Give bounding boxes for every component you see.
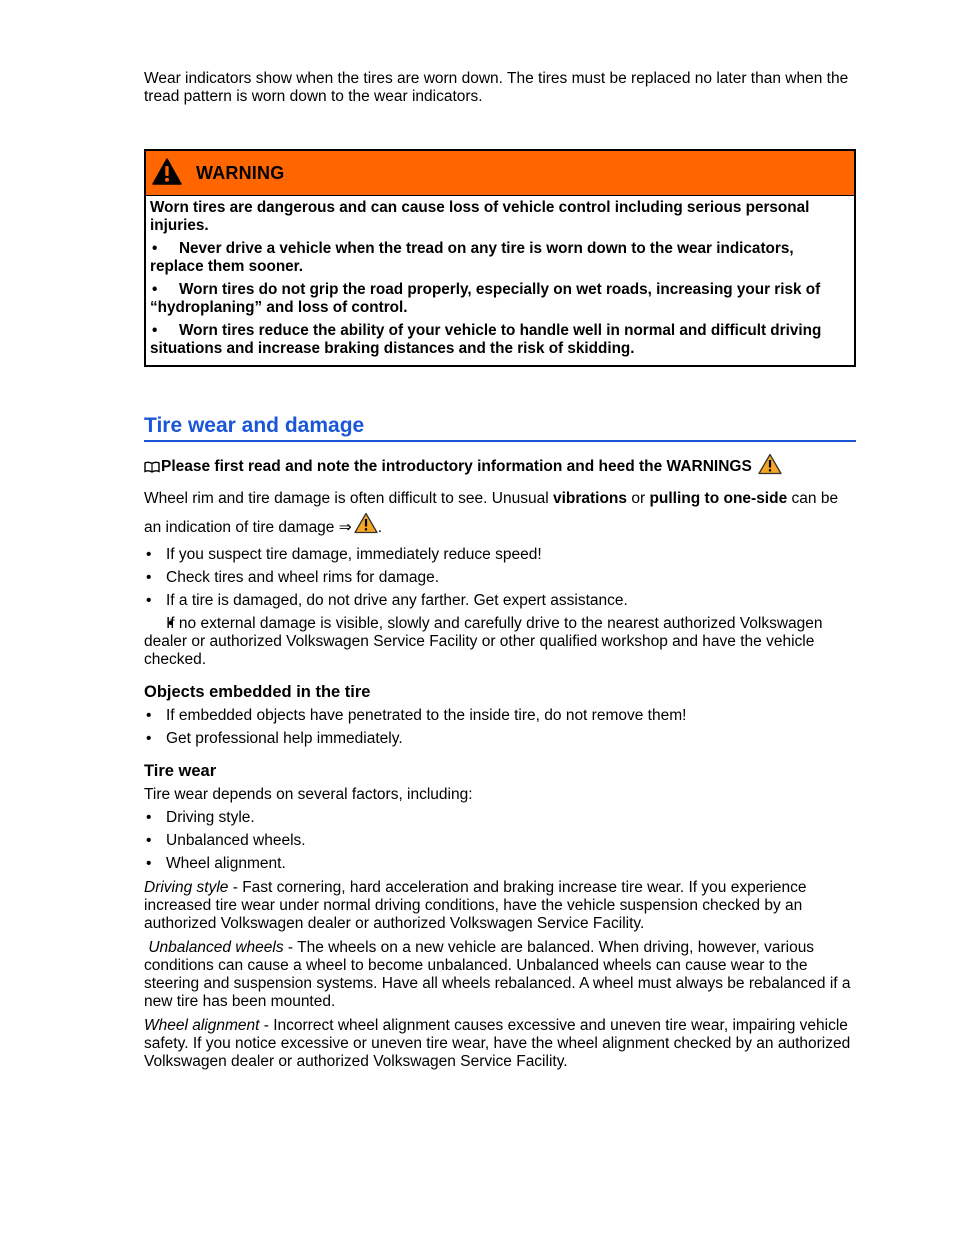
- damage-paragraph: Wheel rim and tire damage is often difficult to see. Unusual vibrations or pulling to one-side can be an indication of tire damage ⇒ .: [144, 490, 839, 536]
- manual-page: [144, 70, 856, 1071]
- warning-body: [146, 196, 854, 365]
- open-book-icon: [144, 461, 160, 473]
- list-item: • Wheel alignment.: [144, 855, 856, 873]
- warning-item: [150, 281, 848, 317]
- list-item: • Get professional help immediately.: [144, 730, 856, 748]
- bullet: •: [152, 240, 158, 257]
- vibrations-term: vibrations: [552, 490, 628, 507]
- section-title: Tire wear and damage: [144, 417, 856, 442]
- list-item: • If embedded objects have penetrated to the inside tire, do not remove them!: [144, 707, 856, 725]
- warning-triangle-small-icon[interactable]: [354, 512, 378, 534]
- list-item: • If no external damage is visible, slowly and carefully drive to the nearest authorized Volkswagen dealer or authorized Volkswagen Service Facility or other qualified workshop and have the vehicle checked.: [144, 615, 856, 669]
- driving-style-paragraph: Driving style - Fast cornering, hard acceleration and braking increase tire wear. If you experience increased tire wear under normal driving conditions, have the vehicle suspension checked by an authorized Volkswagen dealer or authorized Volkswagen Service Facility.: [144, 879, 807, 932]
- alignment-label: Wheel alignment: [144, 1017, 260, 1034]
- warning-item: [150, 322, 848, 358]
- unbalanced-paragraph: Unbalanced wheels - The wheels on a new vehicle are balanced. When driving, however, various conditions can cause a wheel to become unbalanced. Unbalanced wheels can cause wear to the steering and suspension systems. Have all wheels rebalanced. A wheel must always be rebalanced if a new tire has been mounted.: [144, 939, 851, 1010]
- warning-triangle-small-icon[interactable]: [758, 453, 782, 475]
- unbalanced-label: Unbalanced wheels: [148, 939, 284, 956]
- note-text: Please first read and note the introductory information and heed the WARNINGS: [161, 458, 752, 475]
- warning-item: [150, 240, 848, 276]
- bullet: •: [152, 281, 158, 298]
- list-item: • If a tire is damaged, do not drive any farther. Get expert assistance.: [144, 592, 856, 610]
- warning-header: [146, 151, 854, 196]
- list-item: • Unbalanced wheels.: [144, 832, 856, 850]
- objects-heading: Objects embedded in the tire: [144, 683, 371, 701]
- alignment-paragraph: Wheel alignment - Incorrect wheel alignment causes excessive and uneven tire wear, impairing vehicle safety. If you notice excessive or uneven tire wear, have the wheel alignment checked by an authorized Volkswagen dealer or authorized Volkswagen Service Facility.: [144, 1017, 851, 1070]
- note-line: [144, 454, 856, 480]
- pulling-term: pulling to one-side: [649, 490, 788, 507]
- objects-list: [144, 707, 856, 748]
- warning-lead: Worn tires are dangerous and can cause loss of vehicle control including serious personal injuries.: [150, 199, 810, 234]
- tire-wear-lead: Tire wear depends on several factors, including:: [144, 786, 473, 803]
- bullet: •: [152, 322, 158, 339]
- intro-paragraph: Wear indicators show when the tires are worn down. The tires must be replaced no later than when the tread pattern is worn down to the wear indicators.: [144, 70, 849, 105]
- list-item: • Check tires and wheel rims for damage.: [144, 569, 856, 587]
- damage-list: [144, 546, 856, 669]
- factor-list: [144, 809, 856, 873]
- tire-wear-heading: Tire wear: [144, 762, 217, 780]
- warning-triangle-icon: [152, 158, 182, 185]
- list-item: • Driving style.: [144, 809, 856, 827]
- warning-item-text: Worn tires reduce the ability of your vehicle to handle well in normal and difficult driving situations and increase braking distances and the risk of skidding.: [150, 322, 822, 357]
- list-item: • If you suspect tire damage, immediately reduce speed!: [144, 546, 856, 564]
- warning-item-text: Worn tires do not grip the road properly, especially on wet roads, increasing your risk of “hydroplaning” and loss of control.: [150, 281, 821, 316]
- warning-box: [144, 149, 856, 367]
- warning-title: WARNING: [196, 163, 285, 183]
- warning-item-text: Never drive a vehicle when the tread on any tire is worn down to the wear indicators, replace them sooner.: [150, 240, 794, 275]
- driving-style-label: Driving style: [144, 879, 229, 896]
